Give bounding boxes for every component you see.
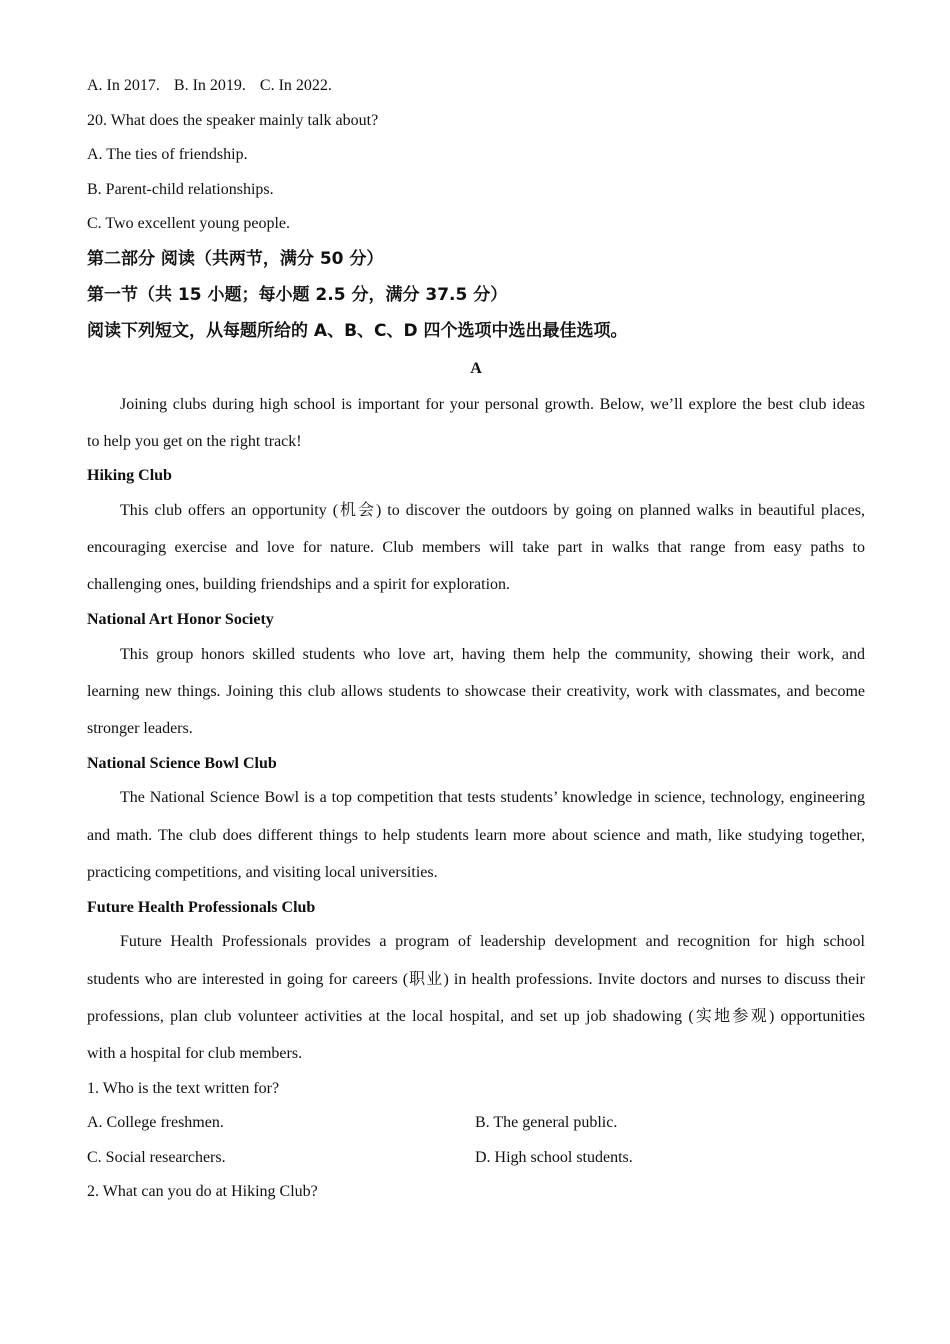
health-line-1: Future Health Professionals provides a program of leadership development and recognition for high school xyxy=(120,933,865,950)
q1-option-b: B. The general public. xyxy=(475,1114,618,1131)
art-line-2: learning new things. Joining this club allows students to showcase their creativity, work with classmates, and become xyxy=(87,683,865,700)
intro-line-1: Joining clubs during high school is important for your personal growth. Below, we’ll explore the best club ideas xyxy=(120,396,865,413)
q2-stem: 2. What can you do at Hiking Club? xyxy=(87,1183,318,1200)
q1-stem: 1. Who is the text written for? xyxy=(87,1080,280,1097)
q20-option-b: B. Parent-child relationships. xyxy=(87,181,274,198)
q1-option-c: C. Social researchers. xyxy=(87,1149,226,1166)
q20-stem: 20. What does the speaker mainly talk about? xyxy=(87,112,379,129)
instruction: 阅读下列短文，从每题所给的 A、B、C、D 四个选项中选出最佳选项。 xyxy=(87,321,628,341)
passage-label: A xyxy=(470,360,482,377)
prev-option-a: A. In 2017. xyxy=(87,77,160,94)
club-heading-hiking: Hiking Club xyxy=(87,467,172,484)
part-title: 第二部分 阅读（共两节，满分 50 分） xyxy=(87,249,384,269)
club-heading-science: National Science Bowl Club xyxy=(87,755,277,772)
q1-option-d: D. High school students. xyxy=(475,1149,633,1166)
club-heading-art: National Art Honor Society xyxy=(87,611,274,628)
sub-title: 第一节（共 15 小题；每小题 2.5 分，满分 37.5 分） xyxy=(87,285,508,305)
club-heading-health: Future Health Professionals Club xyxy=(87,899,316,916)
hiking-line-1: This club offers an opportunity (机会) to discover the outdoors by going on planned walks in beautiful places, xyxy=(120,502,865,519)
art-line-3: stronger leaders. xyxy=(87,720,193,737)
health-line-3: professions, plan club volunteer activities at the local hospital, and set up job shadowing (实地参观) opportunities xyxy=(87,1008,865,1025)
health-line-4: with a hospital for club members. xyxy=(87,1045,303,1062)
prev-option-b: B. In 2019. xyxy=(173,77,246,94)
hiking-line-2: encouraging exercise and love for nature. Club members will take part in walks that range from easy paths to xyxy=(87,539,865,556)
q20-option-a: A. The ties of friendship. xyxy=(87,146,248,163)
health-line-2: students who are interested in going for careers (职业) in health professions. Invite doctors and nurses to discuss their xyxy=(87,971,865,988)
intro-line-2: to help you get on the right track! xyxy=(87,433,302,450)
prev-option-c: C. In 2022. xyxy=(259,77,332,94)
q1-option-a: A. College freshmen. xyxy=(87,1114,224,1131)
science-line-1: The National Science Bowl is a top competition that tests students’ knowledge in science, technology, engineering xyxy=(120,789,865,806)
science-line-3: practicing competitions, and visiting local universities. xyxy=(87,864,438,881)
science-line-2: and math. The club does different things to help students learn more about science and math, like studying together, xyxy=(87,827,865,844)
q20-option-c: C. Two excellent young people. xyxy=(87,215,290,232)
hiking-line-3: challenging ones, building friendships and a spirit for exploration. xyxy=(87,576,511,593)
prev-options-row xyxy=(87,76,332,96)
art-line-1: This group honors skilled students who love art, having them help the community, showing their work, and xyxy=(120,646,865,663)
